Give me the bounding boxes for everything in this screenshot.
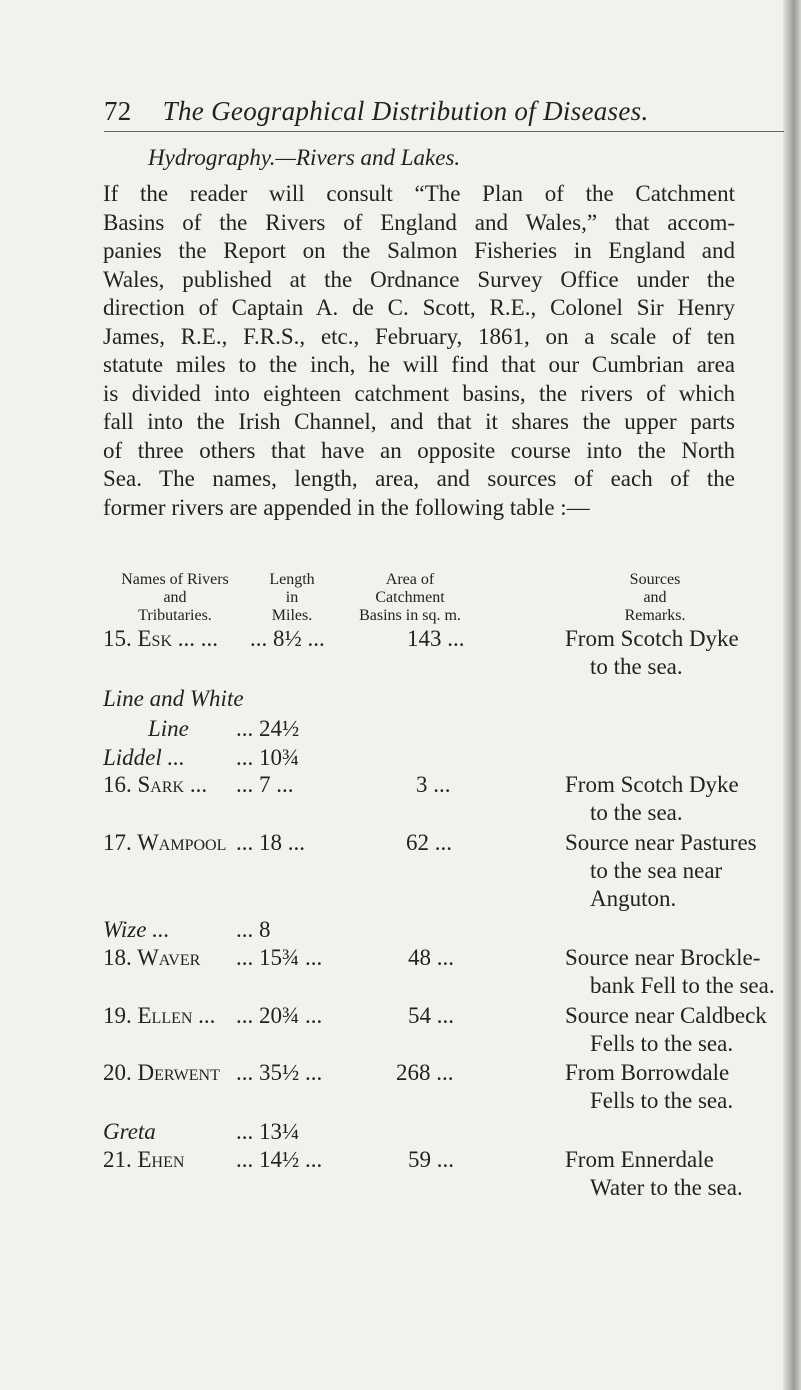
river-name: 16. Sark ... (103, 772, 208, 797)
paragraph-line: former rivers are appended in the following table :— (103, 494, 590, 520)
river-source: From Scotch Dyke (565, 626, 739, 651)
col-header-area: Area of Catchment Basins in sq. m. (359, 571, 461, 624)
paragraph-line: is divided into eighteen catchment basins, the rivers of which (103, 380, 735, 406)
river-area: 268 ... (396, 1060, 454, 1085)
river-length: ... 8½ ... (250, 626, 325, 651)
river-source: to the sea. (590, 654, 683, 679)
river-area: 48 ... (408, 945, 454, 970)
tributary-name: Wize ... (103, 917, 170, 942)
river-length: ... 20¾ ... (236, 1003, 323, 1028)
col-header-length: Length in Miles. (269, 571, 315, 624)
header-rule (104, 131, 784, 132)
river-area: 62 ... (406, 830, 452, 855)
tributary-length: ... 24½ (236, 716, 300, 741)
paragraph-line: fall into the Irish Channel, and that it shares the upper parts (103, 409, 735, 434)
river-source: From Ennerdale (565, 1147, 714, 1172)
river-length: ... 18 ... (236, 830, 305, 855)
tributary-length: ... 8 (236, 917, 271, 942)
page-edge-shadow (783, 0, 801, 1390)
tributary-name: Line and White (103, 686, 244, 711)
tributary-name: Line (148, 716, 189, 741)
river-area: 54 ... (408, 1003, 454, 1028)
paragraph-line: direction of Captain A. de C. Scott, R.E., Colonel Sir Henry (103, 295, 735, 320)
tributary-length: ... 10¾ (236, 745, 300, 770)
river-source: Fells to the sea. (590, 1088, 734, 1113)
river-length: ... 14½ ... (236, 1147, 323, 1172)
river-name: 17. Wampool (103, 830, 227, 855)
tributary-name: Greta (103, 1119, 156, 1144)
paragraph-line: Sea. The names, length, area, and sources of each of the (103, 466, 735, 491)
river-source: to the sea near (590, 858, 723, 883)
paragraph-line: Basins of the Rivers of England and Wales,” that accom- (103, 209, 735, 235)
river-name: 15. Esk ... ... (103, 626, 219, 651)
page-number: 72 (104, 96, 132, 126)
river-length: ... 15¾ ... (236, 945, 323, 970)
running-header (104, 96, 704, 127)
river-source: Fells to the sea. (590, 1031, 734, 1056)
river-length: ... 7 ... (236, 772, 294, 797)
river-name: 18. Waver (103, 945, 201, 970)
paragraph-line: Wales, published at the Ordnance Survey Office under the (103, 266, 735, 292)
river-source: Source near Brockle- (565, 945, 761, 970)
river-name: 19. Ellen ... (103, 1003, 216, 1028)
river-source: to the sea. (590, 800, 683, 825)
river-source: Source near Pastures (565, 830, 757, 855)
paragraph-line: James, R.E., F.R.S., etc., February, 1861, on a scale of ten (103, 323, 735, 349)
river-source: From Scotch Dyke (565, 772, 739, 797)
tributary-length: ... 13¼ (236, 1119, 300, 1144)
river-area: 3 ... (416, 772, 451, 797)
paragraph-line: If the reader will consult “The Plan of the Catchment (103, 181, 735, 206)
paragraph-line: panies the Report on the Salmon Fisheries in England and (103, 238, 735, 263)
body-paragraph (103, 180, 735, 522)
river-source: Source near Caldbeck (565, 1003, 767, 1028)
river-length: ... 35½ ... (236, 1060, 323, 1085)
running-title: The Geographical Distribution of Diseases. (162, 96, 649, 126)
river-name: 21. Ehen (103, 1147, 185, 1172)
col-header-sources: Sources and Remarks. (624, 571, 686, 624)
tributary-name: Liddel ... (103, 745, 185, 770)
col-header-names: Names of Rivers and Tributaries. (121, 571, 229, 624)
river-area: 143 ... (407, 626, 465, 651)
river-source: Water to the sea. (590, 1175, 743, 1200)
river-area: 59 ... (408, 1147, 454, 1172)
paragraph-line: of three others that have an opposite course into the North (103, 437, 735, 463)
river-name: 20. Derwent (103, 1060, 220, 1085)
river-source: From Borrowdale (565, 1060, 730, 1085)
section-heading: Hydrography.—Rivers and Lakes. (148, 145, 461, 170)
river-source: bank Fell to the sea. (590, 973, 775, 998)
river-source: Anguton. (590, 886, 677, 911)
paragraph-line: statute miles to the inch, he will find that our Cumbrian area (103, 352, 735, 377)
